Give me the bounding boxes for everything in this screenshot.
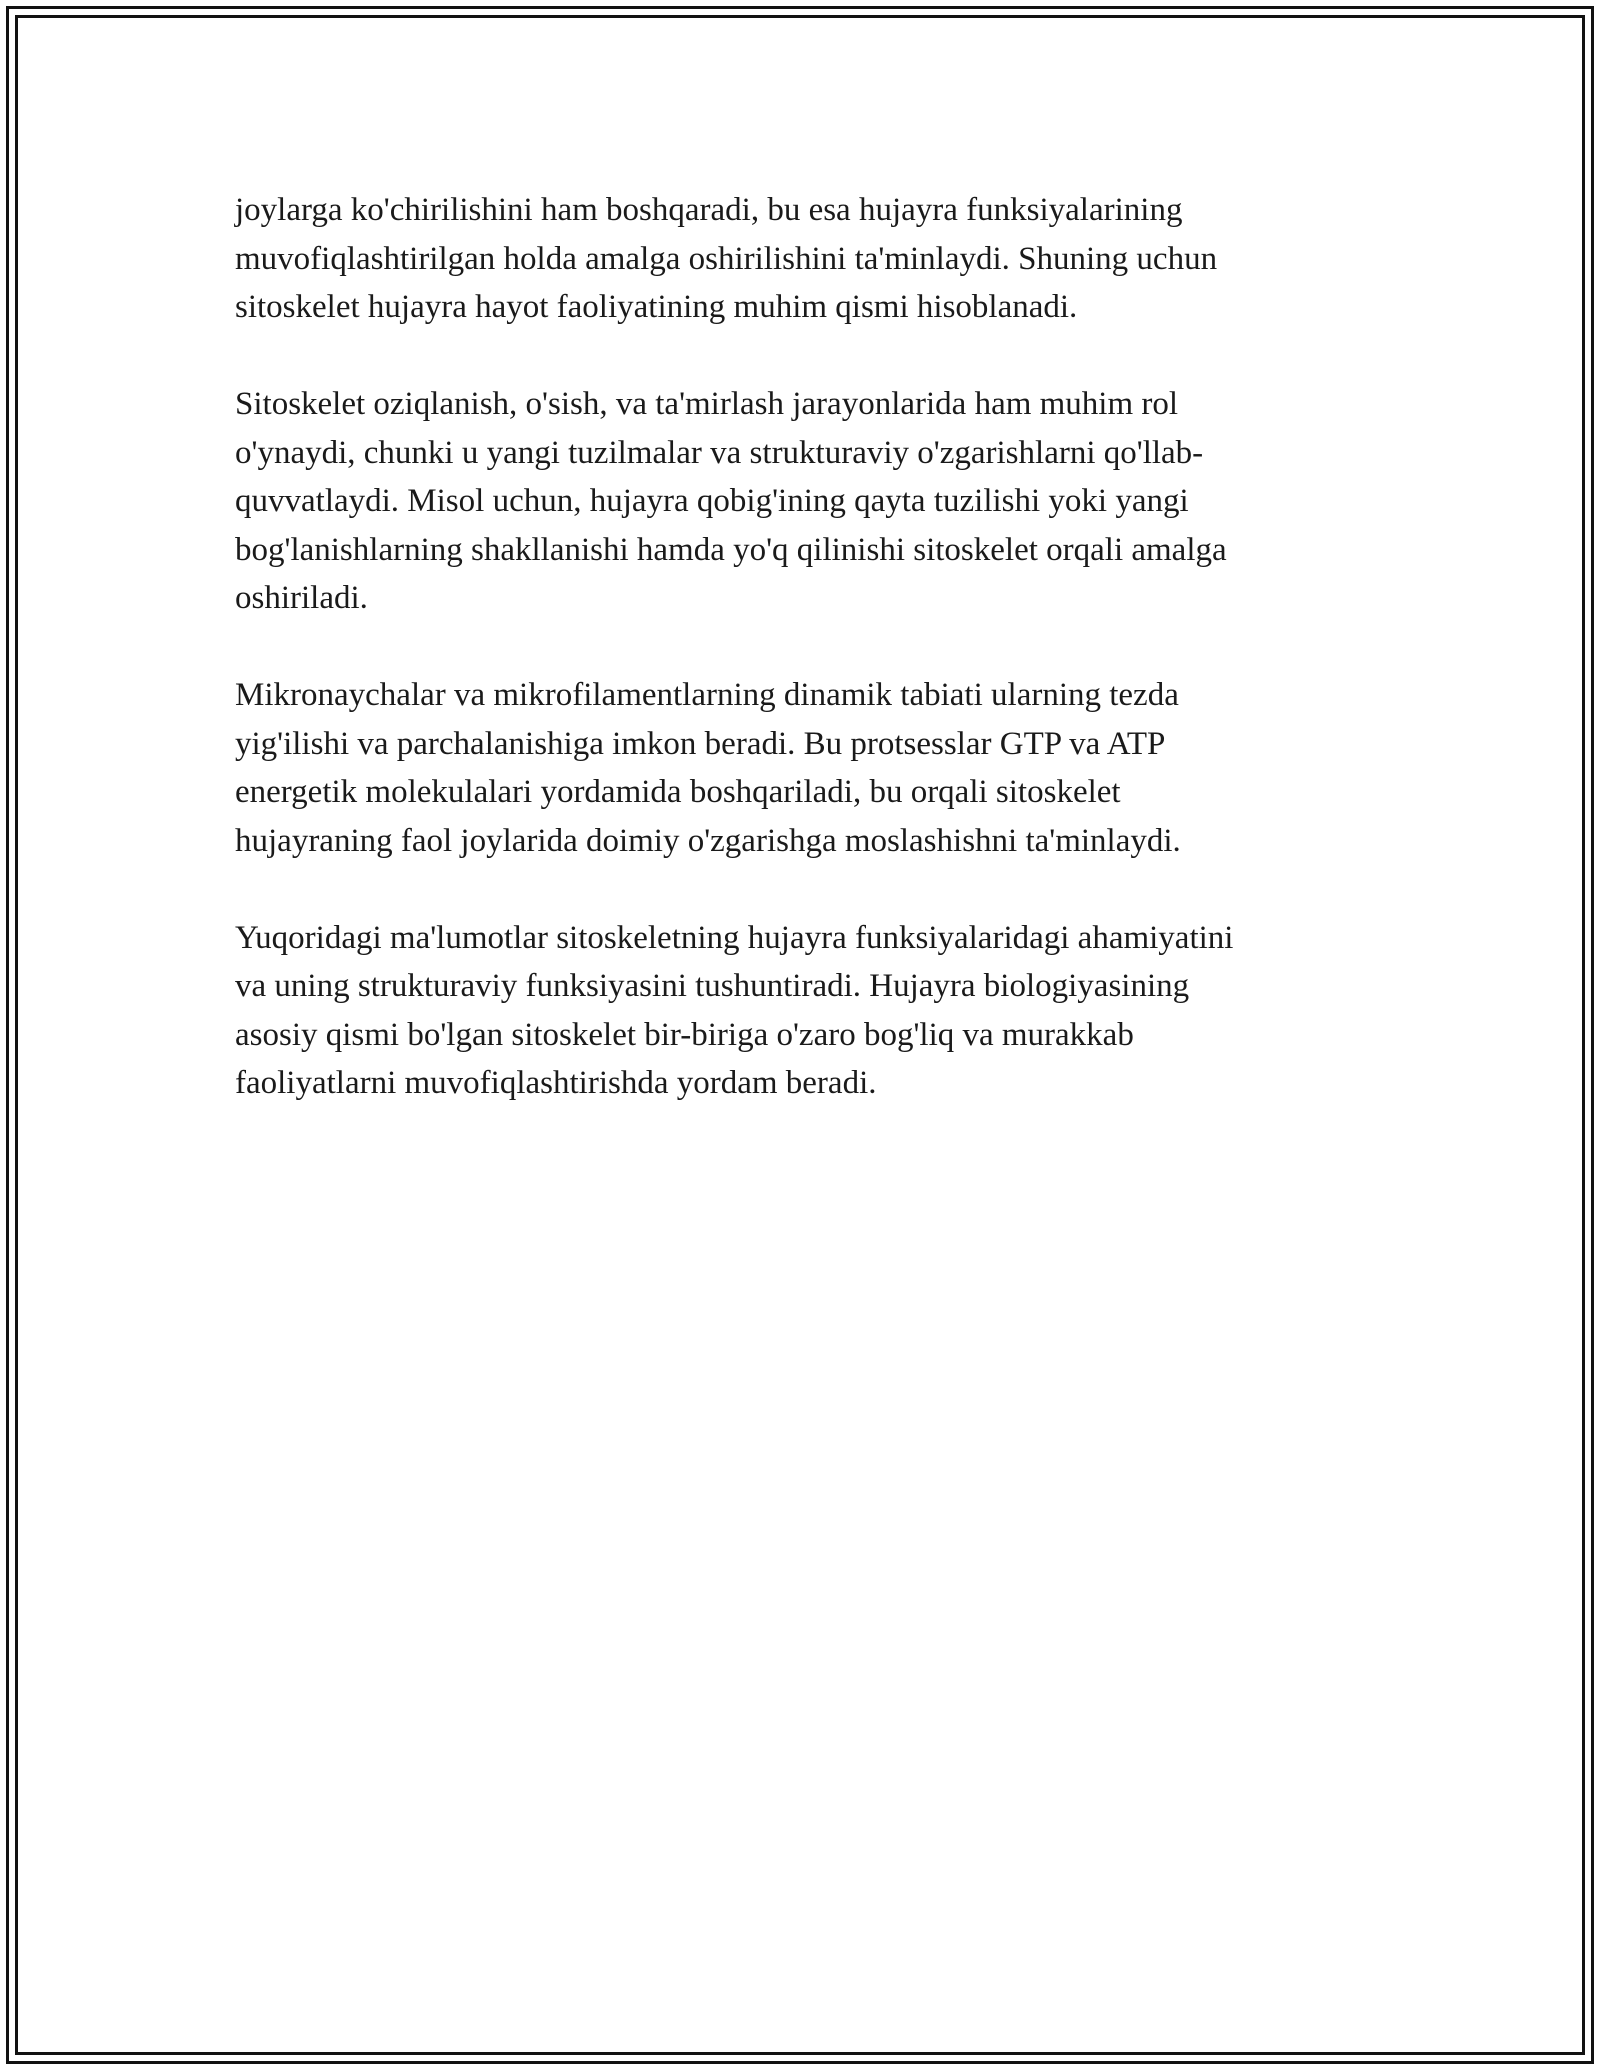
document-body — [235, 186, 1365, 1156]
paragraph-3: Mikronaychalar va mikrofilamentlarning dinamik tabiati ularning tezda yig'ilishi va parchalanishiga imkon beradi. Bu protsesslar GTP va ATP energetik molekulalari yordamida boshqariladi, bu orqali sitoskelet hujayraning faol joylarida doimiy o'zgarishga moslashishni ta'minlaydi. — [235, 677, 1181, 859]
paragraph-1: joylarga ko'chirilishini ham boshqaradi, bu esa hujayra funksiyalarining muvofiqlashtirilgan holda amalga oshirilishini ta'minlaydi. Shuning uchun sitoskelet hujayra hayot faoliyatining muhim qismi hisoblanadi. — [235, 192, 1218, 325]
paragraph-2: Sitoskelet oziqlanish, o'sish, va ta'mirlash jarayonlarida ham muhim rol o'ynaydi, chunki u yangi tuzilmalar va strukturaviy o'zgarishlarni qo'llab- quvvatlaydi. Misol uchun, hujayra qobig'ining qayta tuzilishi yoki yangi bog'lanishlarning shakllanishi hamda yo'q qilinishi sitoskelet orqali amalga oshiriladi. — [235, 386, 1227, 616]
paragraph-4: Yuqoridagi ma'lumotlar sitoskeletning hujayra funksiyalaridagi ahamiyatini va uning strukturaviy funksiyasini tushuntiradi. Hujayra biologiyasining asosiy qismi bo'lgan sitoskelet bir-biriga o'zaro bog'liq va murakkab faoliyatlarni muvofiqlashtirishda yordam beradi. — [235, 919, 1234, 1101]
